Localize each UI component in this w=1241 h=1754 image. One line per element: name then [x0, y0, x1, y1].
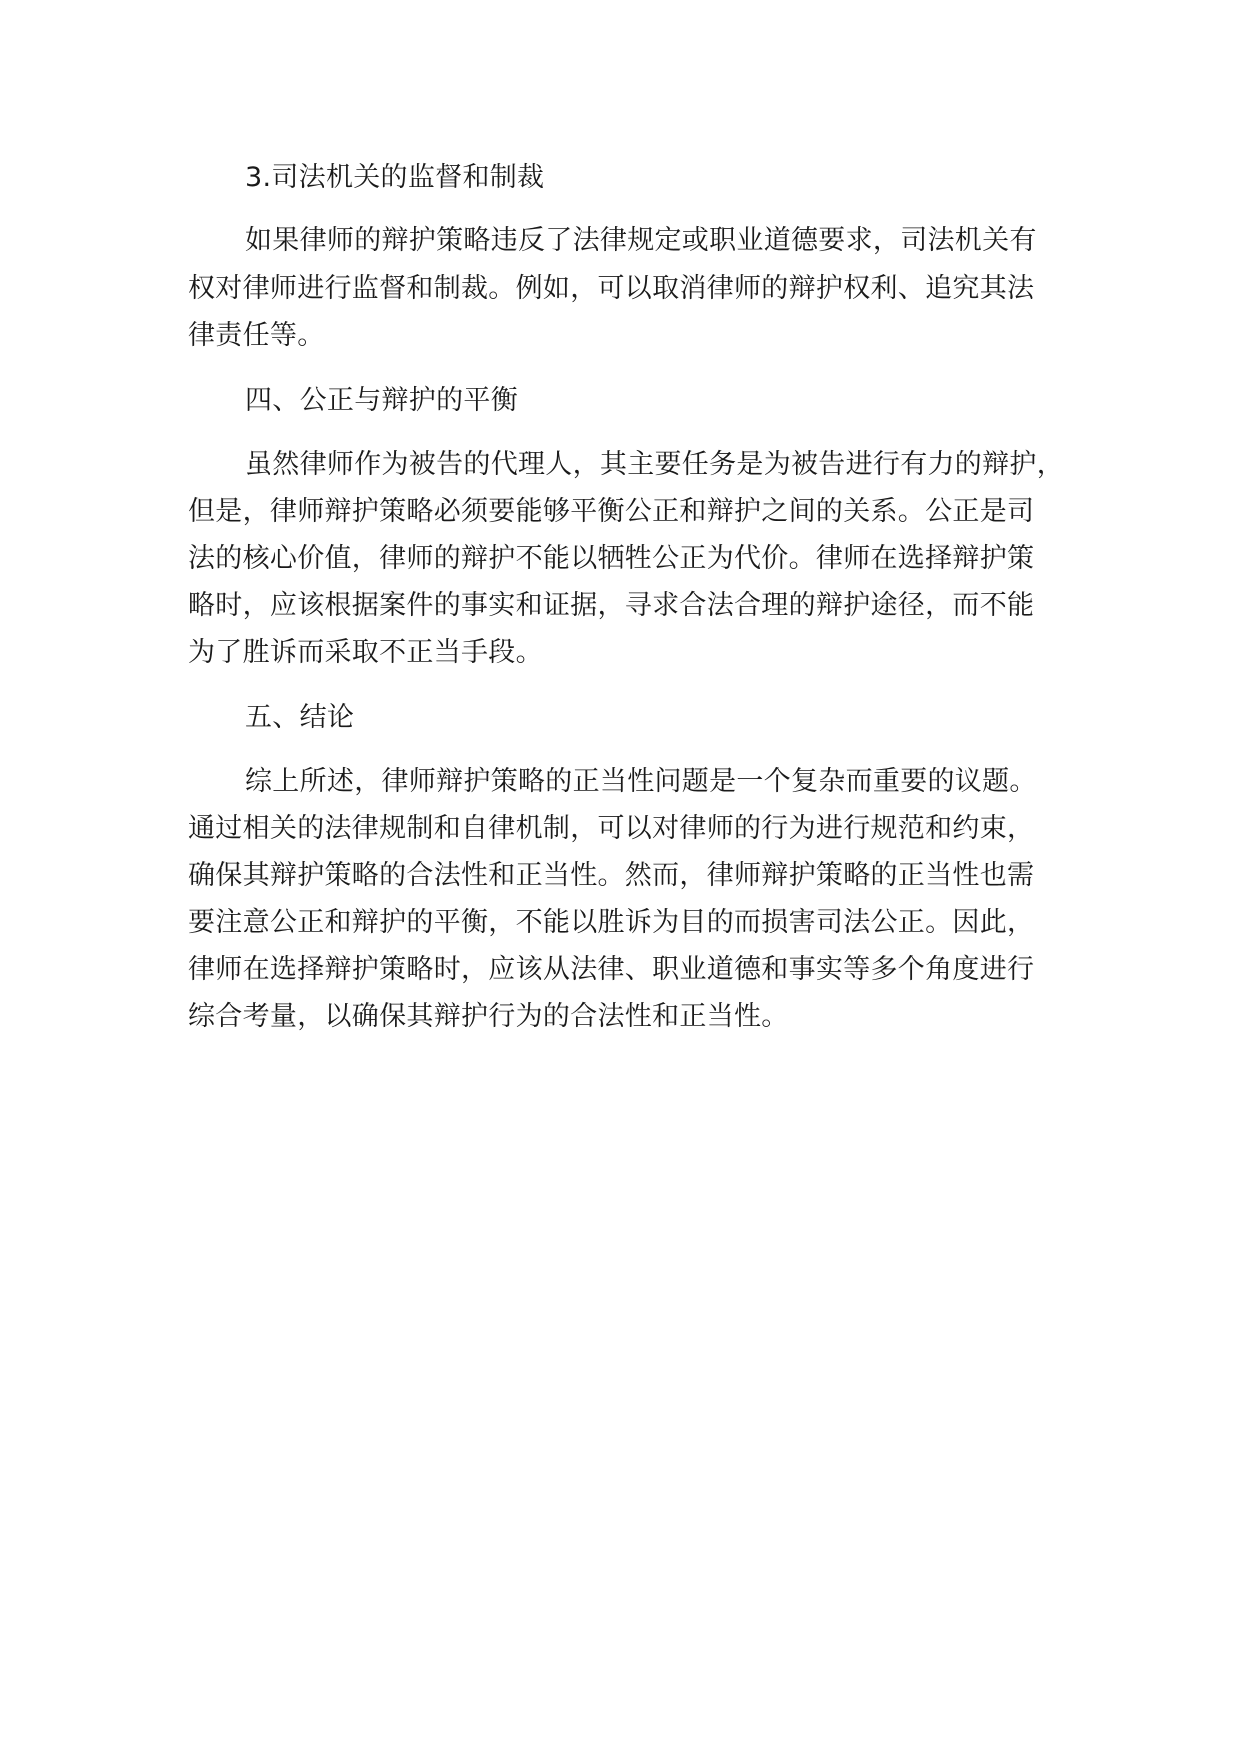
paragraph-line: 律责任等。 [188, 320, 325, 351]
paragraph-line: 确保其辩护策略的合法性和正当性。然而，律师辩护策略的正当性也需 [188, 860, 1035, 891]
paragraph-line: 综合考量，以确保其辩护行为的合法性和正当性。 [188, 1001, 789, 1032]
paragraph-line: 但是，律师辩护策略必须要能够平衡公正和辩护之间的关系。公正是司 [188, 496, 1035, 527]
section-heading: 3.司法机关的监督和制裁 [245, 162, 545, 193]
paragraph-line: 要注意公正和辩护的平衡，不能以胜诉为目的而损害司法公正。因此， [188, 907, 1035, 938]
paragraph-line: 略时，应该根据案件的事实和证据，寻求合法合理的辩护途径，而不能 [188, 590, 1035, 621]
paragraph-line: 虽然律师作为被告的代理人，其主要任务是为被告进行有力的辩护， [245, 449, 1064, 480]
paragraph-line: 权对律师进行监督和制裁。例如，可以取消律师的辩护权利、追究其法 [188, 273, 1035, 304]
paragraph-line: 如果律师的辩护策略违反了法律规定或职业道德要求，司法机关有 [245, 225, 1037, 256]
section-heading: 五、结论 [245, 702, 355, 733]
paragraph-line: 通过相关的法律规制和自律机制，可以对律师的行为进行规范和约束， [188, 813, 1035, 844]
paragraph-line: 律师在选择辩护策略时，应该从法律、职业道德和事实等多个角度进行 [188, 954, 1035, 985]
paragraph-line: 综上所述，律师辩护策略的正当性问题是一个复杂而重要的议题。 [245, 766, 1037, 797]
paragraph-line: 法的核心价值，律师的辩护不能以牺牲公正为代价。律师在选择辩护策 [188, 543, 1035, 574]
section-heading: 四、公正与辩护的平衡 [245, 385, 518, 416]
paragraph-line: 为了胜诉而采取不正当手段。 [188, 637, 543, 668]
